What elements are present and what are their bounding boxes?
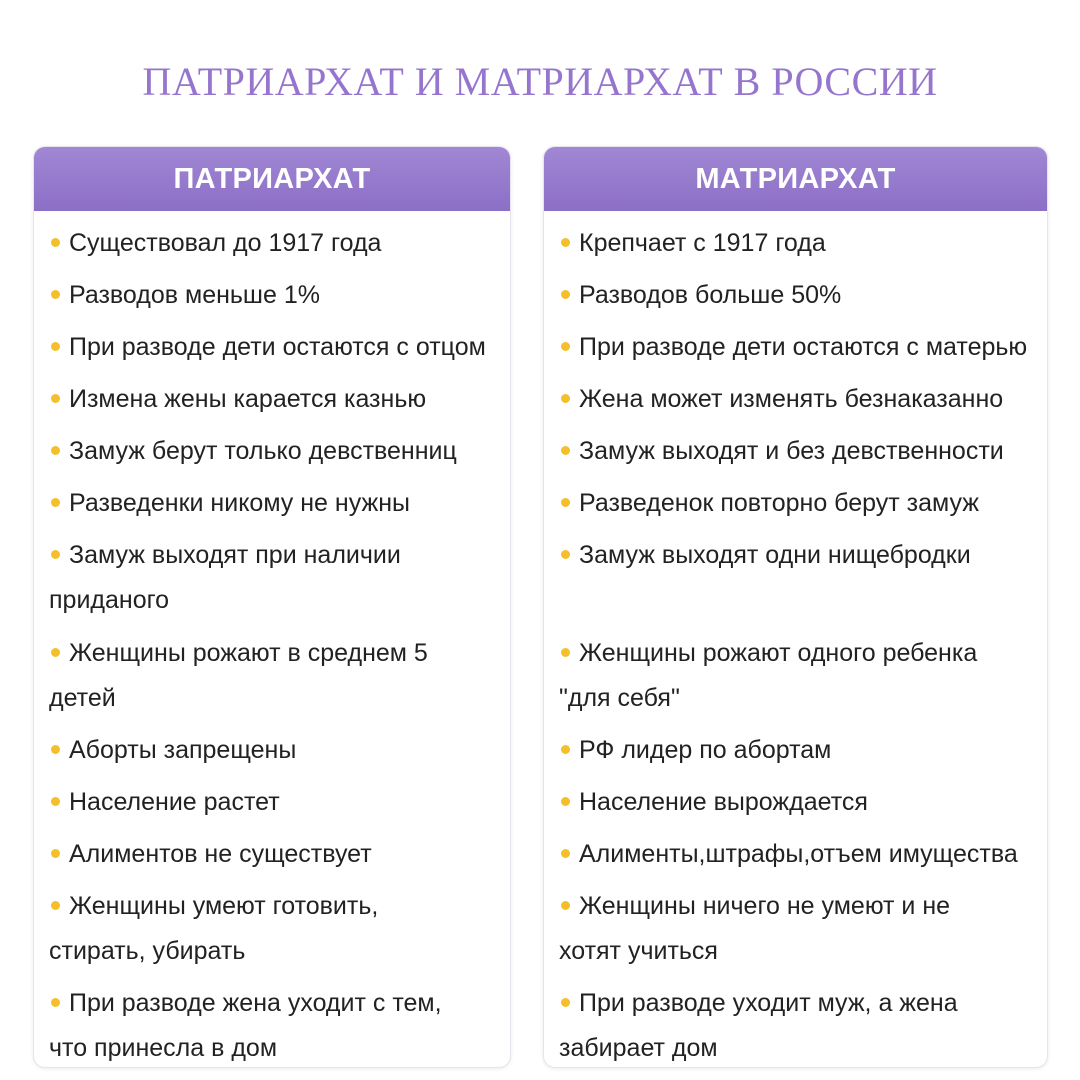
list-item: Разводов меньше 1%: [49, 273, 506, 318]
bullet-icon: [561, 550, 570, 559]
list-item: Разводов больше 50%: [559, 273, 1045, 318]
bullet-icon: [561, 394, 570, 403]
list-item: Измена жены карается казнью: [49, 377, 506, 422]
list-item: Существовал до 1917 года: [49, 221, 506, 266]
list-item: Замуж выходят и без девственности: [559, 429, 1045, 474]
patriarchy-card: [33, 146, 511, 1068]
bullet-icon: [51, 446, 60, 455]
bullet-icon: [51, 290, 60, 299]
list-item: Замуж берут только девственниц: [49, 429, 506, 474]
bullet-icon: [51, 550, 60, 559]
list-item: Разведенок повторно берут замуж: [559, 481, 1045, 526]
bullet-icon: [561, 849, 570, 858]
bullet-icon: [51, 498, 60, 507]
bullet-icon: [561, 290, 570, 299]
list-item: РФ лидер по абортам: [559, 728, 1045, 773]
list-item: Замуж выходят одни нищебродки: [559, 533, 1045, 578]
bullet-icon: [51, 998, 60, 1007]
list-item: Аборты запрещены: [49, 728, 506, 773]
list-item: Женщины умеют готовить, стирать, убирать: [49, 892, 379, 965]
list-item: Алименты,штрафы,отъем имущества: [559, 832, 1045, 877]
bullet-icon: [561, 998, 570, 1007]
bullet-icon: [561, 446, 570, 455]
bullet-icon: [561, 238, 570, 247]
list-item: Женщины рожают одного ребенка "для себя": [559, 639, 978, 712]
list-item: Алиментов не существует: [49, 832, 506, 877]
bullet-icon: [561, 648, 570, 657]
list-item: При разводе дети остаются с матерью: [559, 325, 1045, 370]
matriarchy-header: МАТРИАРХАТ: [544, 147, 1047, 211]
patriarchy-header: ПАТРИАРХАТ: [34, 147, 510, 211]
list-item: Разведенки никому не нужны: [49, 481, 506, 526]
list-item: Крепчает с 1917 года: [559, 221, 1045, 266]
bullet-icon: [561, 342, 570, 351]
bullet-icon: [51, 745, 60, 754]
bullet-icon: [561, 797, 570, 806]
bullet-icon: [561, 498, 570, 507]
list-item: Население растет: [49, 780, 506, 825]
list-item: При разводе дети остаются с отцом: [49, 325, 506, 370]
bullet-icon: [51, 342, 60, 351]
bullet-icon: [561, 901, 570, 910]
page-title: ПАТРИАРХАТ И МАТРИАРХАТ В РОССИИ: [142, 59, 938, 104]
bullet-icon: [561, 745, 570, 754]
list-item: Женщины рожают в среднем 5 детей: [49, 639, 428, 712]
list-item: При разводе жена уходит с тем, что принесла в дом: [49, 989, 442, 1062]
bullet-icon: [51, 648, 60, 657]
list-item: При разводе уходит муж, а жена забирает дом: [559, 989, 958, 1062]
bullet-icon: [51, 849, 60, 858]
bullet-icon: [51, 797, 60, 806]
bullet-icon: [51, 238, 60, 247]
matriarchy-card: [543, 146, 1048, 1068]
list-item: Замуж выходят при наличии приданого: [49, 541, 401, 614]
list-item: Жена может изменять безнаказанно: [559, 377, 1045, 422]
bullet-icon: [51, 901, 60, 910]
bullet-icon: [51, 394, 60, 403]
list-item: Население вырождается: [559, 780, 1045, 825]
list-item: Женщины ничего не умеют и не хотят учиться: [559, 892, 951, 965]
